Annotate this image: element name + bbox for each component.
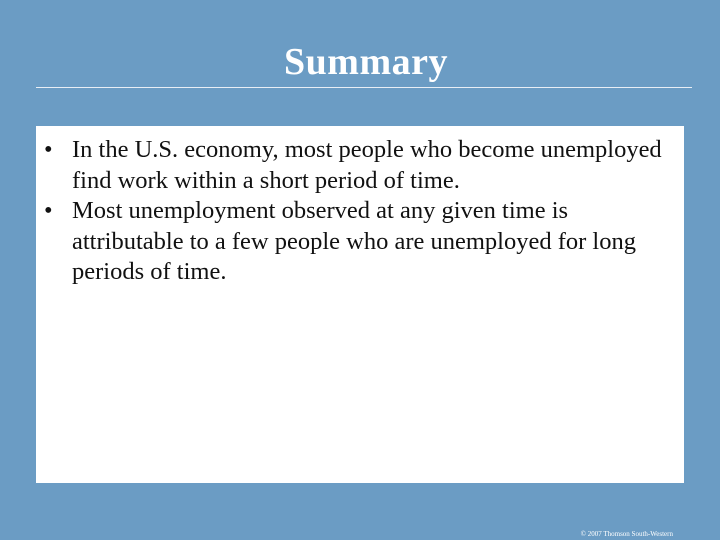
bullet-text: In the U.S. economy, most people who become unemployed find work within a short period of time. [72, 136, 662, 194]
bullet-item [36, 135, 684, 196]
bullet-item [36, 196, 684, 288]
bullet-dot-icon: • [44, 197, 53, 224]
bullet-text: Most unemployment observed at any given time is attributable to a few people who are unemployed for long periods of time. [72, 197, 636, 285]
bullet-dot-icon: • [44, 136, 53, 163]
copyright-footer: © 2007 Thomson South-Western [580, 530, 673, 538]
content-panel [36, 126, 684, 483]
bullet-list [36, 135, 684, 288]
title-divider [36, 87, 692, 88]
slide-title: Summary [284, 41, 448, 83]
